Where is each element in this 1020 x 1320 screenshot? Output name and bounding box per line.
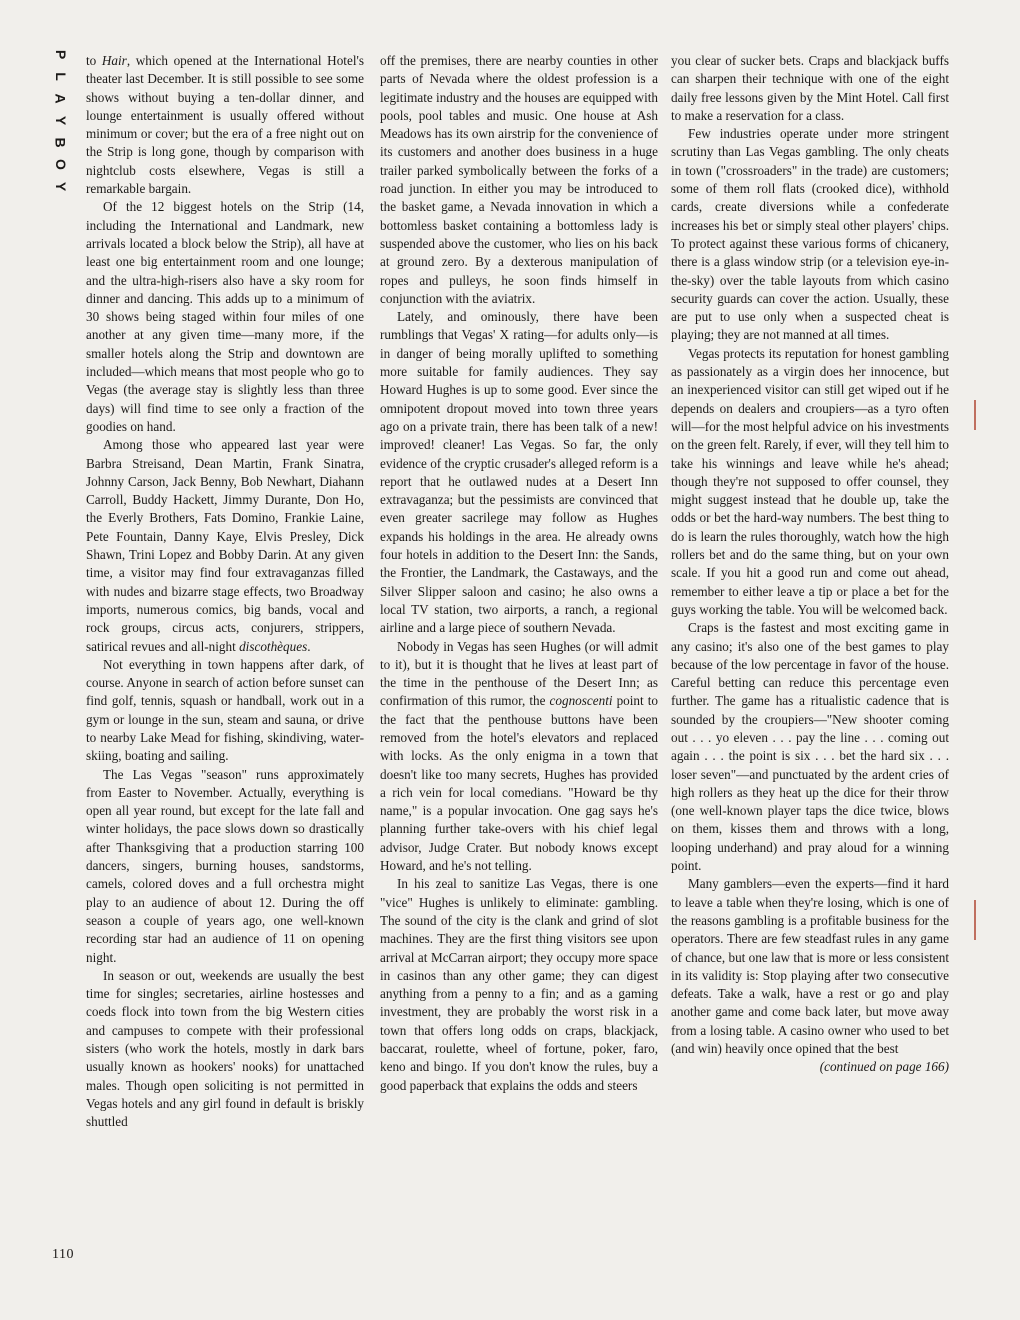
spine-letter: P [53,49,69,61]
paragraph: Of the 12 biggest hotels on the Strip (14, including the International and Landmark, new arrivals located a block below the Strip), all have at least one big entertainment room and one lounge; and the ultra-high-risers also have a sky room for dinner and dancing. This adds up to a minimum of 30 shows being staged within four miles of one another at any given time—many more, if the smaller hotels along the Strip and downtown are included—which means that most people who go to Vegas (the average stay is slightly less than three days) will find time to see only a fraction of the goodies on hand. [86,199,364,434]
spine-letter: A [53,93,69,105]
paragraph: you clear of sucker bets. Craps and blackjack buffs can sharpen their technique with one of the eight daily free lessons given by the Mint Hotel. Call first to make a reservation for a class. [671,53,949,123]
spine-letter: L [53,72,69,82]
magazine-spine-title [50,44,72,198]
edge-mark [974,900,976,940]
paragraph: Vegas protects its reputation for honest gambling as passionately as a virgin does her innocence, but an inexperienced visitor can still get wiped out if he depends on dealers and croupiers—as a tyro often will—for the most helpful advice on his investments on the green felt. Rarely, if ever, will they tell him to take his winnings and leave while he's ahead; though they're not supposed to offer counsel, they might suggest instead that he double up, take the odds or bet the hard-way numbers. The best thing to do is learn the rules thoroughly, watch how the high rollers bet and do the same thing, but on your own scale. If you hit a good run and come out ahead, remember to either leave a tip or place a bet for the guys working the table. You will be welcomed back. [671,345,949,617]
paragraph: Not everything in town happens after dark, of course. Anyone in search of action before sunset can find golf, tennis, squash or handball, work out in a gym or lounge in the sun, steam and sauna, or drive to nearby Lake Mead for fishing, skindiving, water-skiing, boating and sailing. [86,656,364,764]
text-column-2 [380,52,658,1095]
paragraph: to Hair, which opened at the International Hotel's theater last December. It is still possible to see some shows without buying a ten-dollar dinner, and lounge entertainment is usually offered without minimum or cover; but the era of a free night out on the Strip is long gone, though by comparison with nightclub costs elsewhere, Vegas is still a remarkable bargain. [86,53,364,197]
paragraph: Craps is the fastest and most exciting game in any casino; it's also one of the best games to play because of the low percentage in favor of the house. Careful betting can reduce this percentage even further. The game has a ritualistic cadence that is sounded by the croupiers—"New shooter coming out . . . yo eleven . . . pay the line . . . coming out again . . . the point is six . . . bet the hard six . . . loser seven"—and punctuated by the ardent cries of high rollers as they heat up the dice for their throw (one well-known player taps the dice twice, blows on them, kisses them and throws with a long, looping underhand) and pray aloud for a winning point. [671,620,949,874]
text-column-1 [86,52,364,1132]
continuation-note: (continued on page 166) [819,1059,949,1075]
edge-mark [974,400,976,430]
paragraph: off the premises, there are nearby counties in other parts of Nevada where the oldest profession is a legitimate industry and the houses are equipped with pools, pool tables and music. One house at Ash Meadows has its own airstrip for the convenience of its customers and another does business in a huge trailer parked symbolically between the forks of a road junction. In either you may be introduced to the basket game, a Nevada innovation in which a bottomless basket containing a bottomless lady is suspended above the customer, who lies on his back at ground zero. By a dexterous manipulation of ropes and pulleys, he soon finds himself in conjunction with the aviatrix. [380,53,658,306]
spine-letter: Y [53,115,69,127]
paragraph: The Las Vegas "season" runs approximately from Easter to November. Actually, everything is open all year round, but except for the late fall and winter holidays, the pace slows down so drastically after Thanksgiving that a production starring 100 dancers, singers, burning houses, sandstorms, camels, colored doves and a full orchestra might play to an audience of about 12. During the off season a couple of years ago, one well-known recording star had an audience of 11 on opening night. [86,766,364,965]
paragraph: Nobody in Vegas has seen Hughes (or will admit to it), but it is thought that he lives at least part of the time in the penthouse of the Desert Inn; as confirmation of this rumor, the cognoscenti point to the fact that the penthouse buttons have been removed from the hotel's elevators and replaced with locks. As the only enigma in a town that doesn't like too many secrets, Hughes has provided a rich vein for local comedians. "Howard be thy name," is a popular invocation. One gag says he's planning further take-overs with his chief legal advisor, Judge Crater. But nobody knows except Howard, and he's not telling. [380,638,659,874]
paragraph: In season or out, weekends are usually the best time for singles; secretaries, airline hostesses and coeds flock into town from the big Western cities and campuses to compete with their professional sisters (who work the hotels, mostly in dark bars usually known as hookers' nooks) for unattached males. Though open soliciting is not permitted in Vegas hotels and any girl found in default is briskly shuttled [86,967,364,1130]
text-column-3 [671,52,949,1077]
paragraph: Many gamblers—even the experts—find it hard to leave a table when they're losing, which is one of the reasons gambling is a profitable business for the operators. There are few steadfast rules in any game of chance, but one law that is more or less consistent in its validity is: Stop playing after two consecutive defeats. Take a walk, have a rest or go and play another game and come back later, but move away from a losing table. A casino owner who used to bet (and win) heavily once opined that the best [671,876,949,1057]
paragraph: In his zeal to sanitize Las Vegas, there is one "vice" Hughes is unlikely to eliminate: gambling. The sound of the city is the clank and grind of slot machines. They are the first thing visitors see upon arrival at McCarran airport; they occupy more space in casinos than any other game; they can digest anything from a penny to a fin; and as a gaming investment, they are probably the worst risk in a town that offers long odds on craps, blackjack, baccarat, roulette, wheel of fortune, poker, faro, keno and bingo. If you don't know the rules, buy a good paperback that explains the odds and steers [380,876,658,1093]
paragraph: Lately, and ominously, there have been rumblings that Vegas' X rating—for adults only—is in danger of being morally uplifted to something more suitable for family audiences. They say Howard Hughes is up to some good. Ever since the omnipotent dropout moved into town three years ago on a private train, there has been talk of a new! improved! cleaner! Las Vegas. So far, the only evidence of the cryptic crusader's alleged reform is a report that he outlawed nudes at a Desert Inn extravaganza; but the pessimists are convinced that even greater sacrilege may follow as Hughes expands his holdings in the area. He already owns four hotels in addition to the Desert Inn: the Sands, the Frontier, the Landmark, the Castaways, and the Silver Slipper saloon and casino; he also owns a local TV station, two airports, a ranch, a regional airline and a large piece of southern Nevada. [380,309,658,636]
spine-letter: O [52,159,69,171]
spine-letter: Y [53,181,69,193]
page-number: 110 [52,1247,74,1262]
spine-letter: B [53,137,69,149]
paragraph: Few industries operate under more stringent scrutiny than Las Vegas gambling. The only cheats in town ("crossroaders" in the trade) are customers; some of them roll flats (crooked dice), withhold cards, create diversions while a confederate increases his bet or simply steal other players' chips. To protect against these various forms of chicanery, there is a glass window strip (or a television eye-in-the-sky) over the table layouts from which casino security guards can cover the action. Usually, these are put to use only when a suspected cheat is playing; they are not manned at all times. [671,126,949,343]
paragraph: Among those who appeared last year were Barbra Streisand, Dean Martin, Frank Sinatra, Johnny Carson, Jack Benny, Bob Newhart, Diahann Carroll, Buddy Hackett, Jimmy Durante, Don Ho, the Everly Brothers, Fats Domino, Frankie Laine, Pete Fountain, Danny Kaye, Elvis Presley, Dick Shawn, Trini Lopez and Bobby Darin. At any given time, a visitor may find four extravaganzas filled with nudes and bizarre stage effects, two Broadway imports, numerous comics, big bands, vocal and rock groups, circus acts, conjurers, strippers, satirical revues and all-night discothèques. [86,437,364,654]
